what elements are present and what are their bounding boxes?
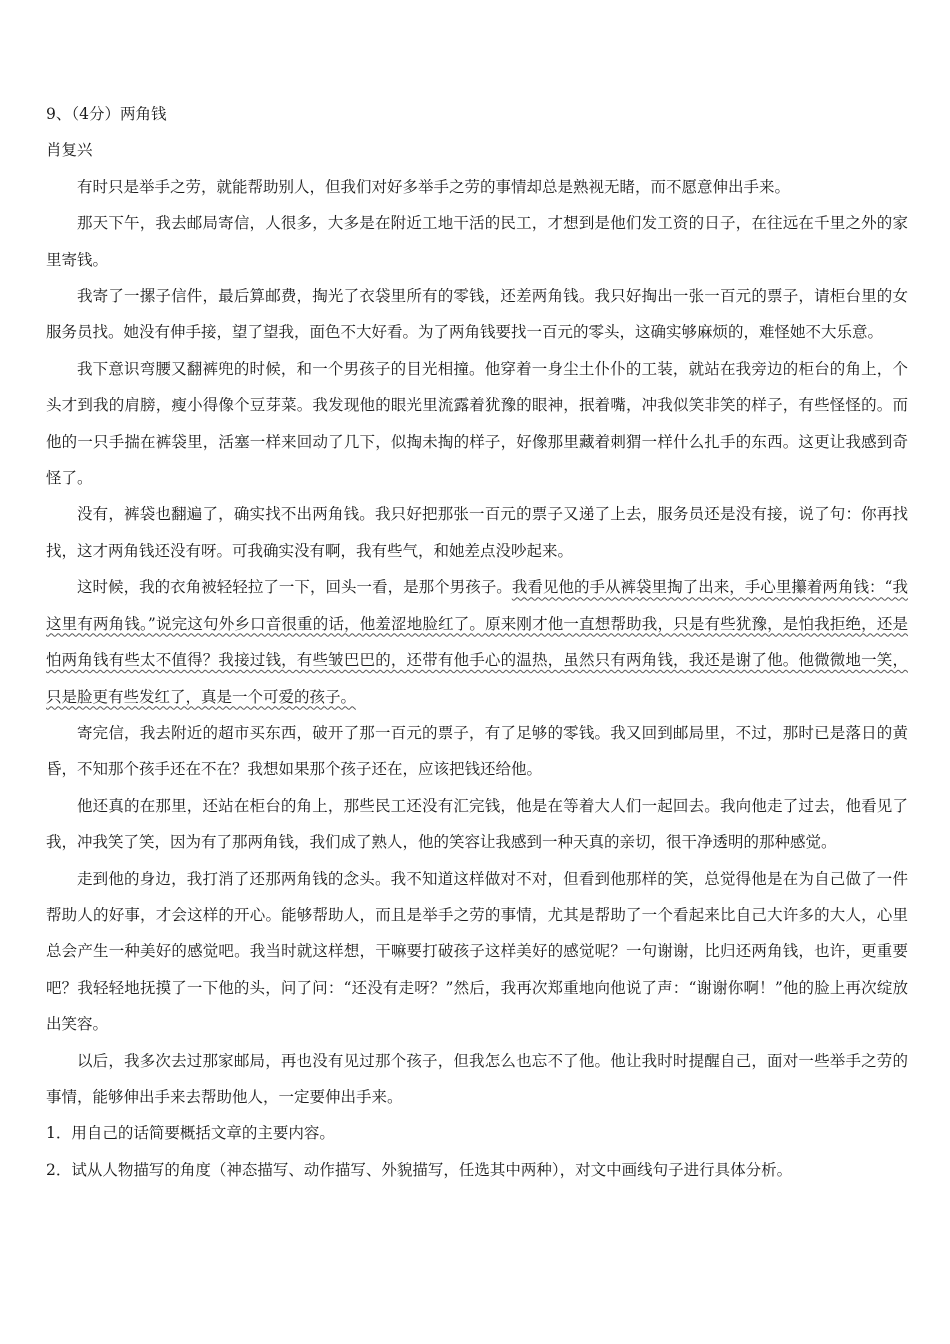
paragraph-4: 我下意识弯腰又翻裤兜的时候，和一个男孩子的目光相撞。他穿着一身尘土仆仆的工装，就站在我旁边的柜台的角上，个头才到我的肩膀，瘦小得像个豆芽菜。我发现他的眼光里流露着犹豫的眼神，抿着嘴，冲我似笑非笑的样子，有些怪怪的。而他的一只手揣在裤袋里，活塞一样来回动了几下，似掏未掏的样子，好像那里藏着刺猬一样什么扎手的东西。这更让我感到奇怪了。 [46, 359, 908, 488]
paragraph-7: 寄完信，我去附近的超市买东西，破开了那一百元的票子，有了足够的零钱。我又回到邮局里，不过，那时已是落日的黄昏，不知那个孩手还在不在？我想如果那个孩子还在，应该把钱还给他。 [46, 723, 908, 779]
task-1: 1．用自己的话简要概括文章的主要内容。 [46, 1124, 335, 1143]
paragraph-5: 没有，裤袋也翻遍了，确实找不出两角钱。我只好把那张一百元的票子又递了上去，服务员还是没有接，说了句：你再找找，这才两角钱还没有呀。可我确实没有啊，我有些气，和她差点没吵起来。 [46, 505, 908, 560]
paragraph-2: 那天下午，我去邮局寄信，人很多，大多是在附近工地干活的民工，才想到是他们发工资的日子，在往远在千里之外的家里寄钱。 [46, 214, 908, 269]
paragraph-6 [46, 569, 908, 715]
paragraph-3: 我寄了一摞子信件，最后算邮费，掏光了衣袋里所有的零钱，还差两角钱。我只好掏出一张一百元的票子，请柜台里的女服务员找。她没有伸手接，望了望我，面色不大好看。为了两角钱要找一百元的零头，这确实够麻烦的，难怪她不大乐意。 [46, 287, 908, 342]
document-page [46, 96, 908, 1188]
paragraph-1: 有时只是举手之劳，就能帮助别人，但我们对好多举手之劳的事情却总是熟视无睹，而不愿意伸出手来。 [77, 177, 791, 196]
question-heading: 9、（4分）两角钱 [46, 105, 167, 123]
article-author: 肖复兴 [46, 141, 93, 160]
task-2: 2．试从人物描写的角度（神态描写、动作描写、外貌描写，任选其中两种），对文中画线句子进行具体分析。 [46, 1160, 793, 1179]
underlined-sentence: 我看见他的手从裤袋里掏了出来，手心里攥着两角钱：“我这里有两角钱。”说完这句外乡口音很重的话，他羞涩地脸红了。原来刚才他一直想帮助我，只是有些犹豫，是怕我拒绝，还是怕两角钱有些太不值得？我接过钱，有些皱巴巴的，还带有他手心的温热，虽然只有两角钱，我还是谢了他。他微微地一笑，只是脸更有些发红了，真是一个可爱的孩子。 [46, 578, 908, 706]
paragraph-9: 走到他的身边，我打消了还那两角钱的念头。我不知道这样做对不对，但看到他那样的笑，总觉得他是在为自己做了一件帮助人的好事，才会这样的开心。能够帮助人，而且是举手之劳的事情，尤其是帮助了一个看起来比自己大许多的大人，心里总会产生一种美好的感觉吧。我当时就这样想，干嘛要打破孩子这样美好的感觉呢？一句谢谢，比归还两角钱，也许，更重要吧？我轻轻地抚摸了一下他的头，问了问：“还没有走呀？”然后，我再次郑重地向他说了声：“谢谢你啊！”他的脸上再次绽放出笑容。 [46, 869, 908, 1034]
paragraph-6-plain: 这时候，我的衣角被轻轻拉了一下，回头一看，是那个男孩子。 [77, 578, 512, 597]
paragraph-10: 以后，我多次去过那家邮局，再也没有见过那个孩子，但我怎么也忘不了他。他让我时时提醒自己，面对一些举手之劳的事情，能够伸出手来去帮助他人，一定要伸出手来。 [46, 1051, 908, 1106]
paragraph-8: 他还真的在那里，还站在柜台的角上，那些民工还没有汇完钱，他是在等着大人们一起回去。我向他走了过去，他看见了我，冲我笑了笑，因为有了那两角钱，我们成了熟人，他的笑容让我感到一种天真的亲切，很干净透明的那种感觉。 [46, 796, 908, 852]
